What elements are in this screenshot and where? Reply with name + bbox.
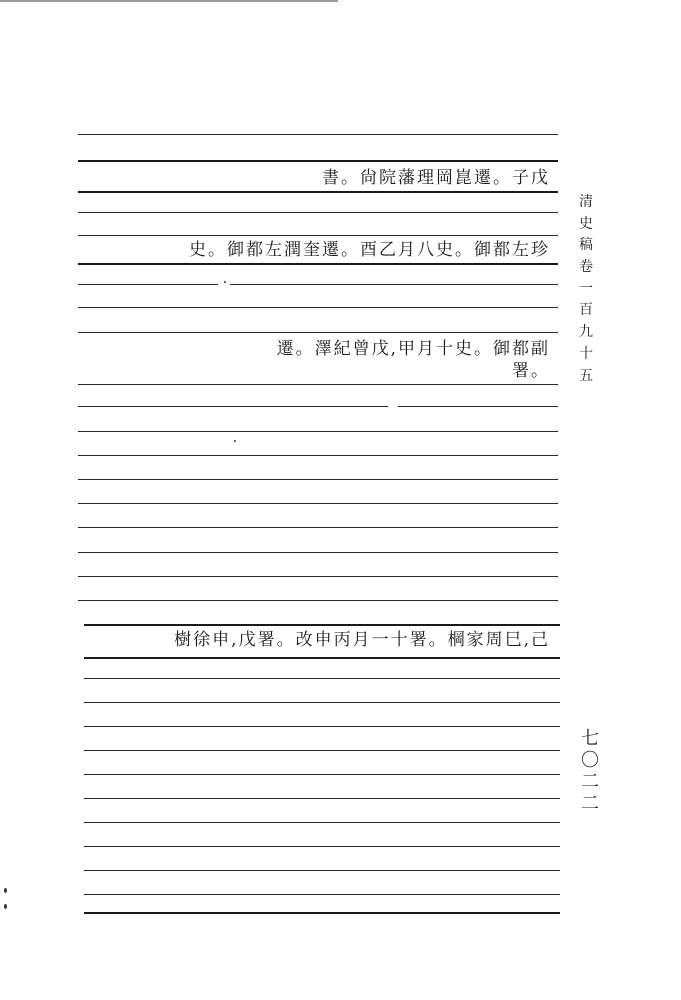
page-number-char: 二 (581, 771, 599, 793)
ruled-line (78, 527, 558, 528)
ruled-line (78, 332, 558, 333)
top-edge-rule (0, 0, 338, 2)
margin-title-char: 百 (579, 302, 593, 319)
ruled-line (84, 657, 560, 659)
ruled-line (84, 822, 560, 823)
ruled-line (78, 284, 218, 285)
ruled-line (84, 912, 560, 914)
table-row-text: 史。御都左潤奎遷。酉乙月八史。御都左珍 (189, 240, 550, 260)
ruled-line (84, 870, 560, 871)
ruled-line (78, 212, 558, 213)
ruled-line (78, 134, 558, 135)
page-number-char: 七 (581, 728, 599, 749)
margin-title-char: 十 (579, 345, 593, 362)
margin-title-char: 稿 (579, 237, 593, 254)
ruled-line (84, 894, 560, 895)
margin-title-char: 史 (579, 215, 593, 232)
ruled-line (84, 846, 560, 847)
margin-title-char: 清 (579, 194, 593, 210)
table-row-text: 遷。澤紀曾戊,甲月十史。御都副 (276, 339, 550, 359)
page-number-char: 〇 (581, 749, 599, 771)
page-number-char: 二 (581, 792, 599, 814)
scan-speck (4, 888, 7, 893)
ruled-line (78, 431, 558, 432)
ruled-line (230, 284, 558, 285)
ruled-line (78, 307, 558, 308)
ruled-line (84, 750, 560, 751)
ruled-line (84, 624, 560, 626)
ruled-line (78, 263, 558, 265)
scan-speck (4, 904, 7, 909)
scan-speck (234, 440, 236, 442)
page-number (578, 728, 602, 814)
margin-title-char: 卷 (579, 259, 593, 276)
table-row-text: 樹徐申,戊署。改申丙月一十署。棡家周巳,己 (174, 630, 550, 650)
ruled-line (78, 384, 558, 385)
ruled-line (84, 774, 560, 775)
margin-title-char: 一 (579, 280, 593, 297)
ruled-line (78, 160, 558, 162)
ruled-line (84, 726, 560, 727)
ruled-line (78, 191, 558, 193)
ruled-line (84, 702, 560, 703)
table-row-text: 書。尙院藩理岡崑遷。子戊 (322, 168, 550, 188)
ruled-line (398, 406, 558, 407)
ruled-line (78, 235, 558, 236)
ruled-line (78, 600, 558, 601)
ruled-line (78, 552, 558, 553)
scan-speck (224, 281, 226, 283)
table-row-text: 署。 (512, 361, 550, 381)
ruled-line (84, 798, 560, 799)
ruled-line (78, 503, 558, 504)
ruled-line (78, 455, 558, 456)
ruled-line (78, 406, 388, 407)
ruled-line (78, 479, 558, 480)
ruled-line (84, 678, 560, 679)
margin-title-char: 九 (579, 324, 593, 341)
margin-title-char: 五 (579, 367, 593, 384)
ruled-line (78, 576, 558, 577)
margin-title (574, 192, 598, 387)
